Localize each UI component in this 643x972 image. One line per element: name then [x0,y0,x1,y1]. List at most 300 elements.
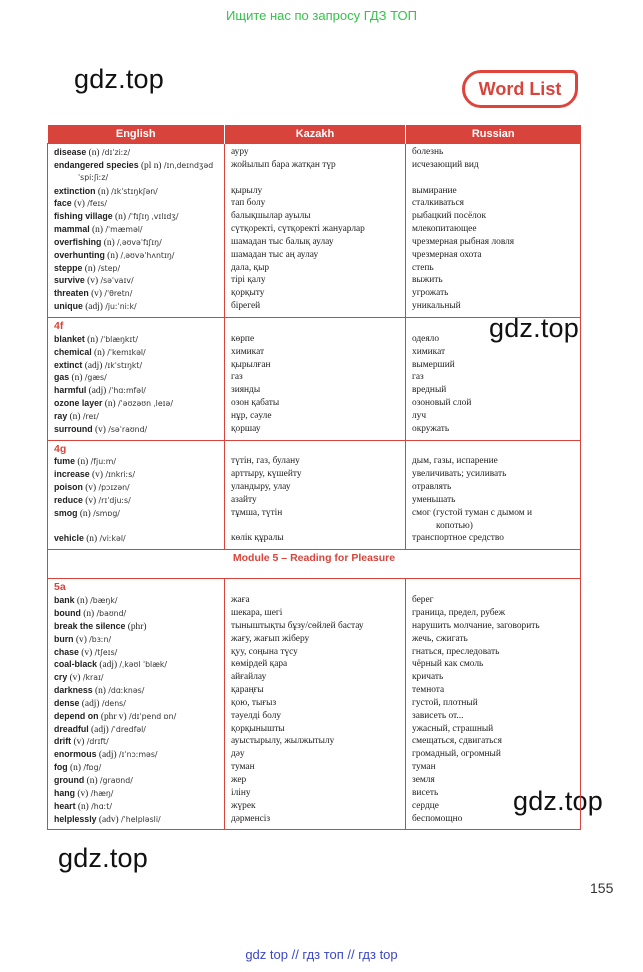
kazakh-entry: бірегей [231,301,261,312]
headword: steppe [54,262,83,273]
kazakh-entry: жойылып бара жатқан түр [231,159,336,170]
english-entry [54,620,218,633]
russian-entry: озоновый слой [412,398,472,409]
headword: bank [54,595,75,606]
spacer [412,581,574,594]
transcription: /ɪnˌdeɪndʒəd [163,160,214,170]
part-of-speech: (adj) [84,360,103,371]
english-entry [54,494,218,507]
kazakh-entry: тірі қалу [231,275,266,286]
bottom-promo-link[interactable]: gdz top // гдз топ // гдз top [245,947,398,962]
transcription: /ˈhɑːmfəl/ [108,386,146,396]
english-entry [54,423,218,436]
kazakh-entry: нұр, сәуле [231,410,272,421]
part-of-speech: (v) [87,276,99,287]
part-of-speech: (n) [104,399,116,410]
kazakh-entry: дала, қыр [231,262,270,273]
headword: hang [54,787,76,798]
kazakh-entry: уландыру, улау [231,482,291,493]
transcription: /viːkəl/ [99,534,126,544]
spacer [412,443,574,456]
russian-entry: густой, плотный [412,697,478,708]
english-entry [54,607,218,620]
word-list-badge: Word List [462,70,578,108]
headword: surround [54,423,93,434]
kazakh-entry: шекара, шегі [231,608,283,618]
part-of-speech: (n) [84,263,96,274]
english-entry [54,300,218,313]
headword: coal-black [54,659,98,670]
part-of-speech: (n) [77,801,89,812]
part-of-speech: (n) [77,457,89,468]
part-of-speech: (n) [87,334,99,345]
kazakh-entry: сүтқоректі, сүтқоректі жануарлар [231,224,365,235]
watermark-right-upper: gdz.top [489,313,579,343]
russian-entry: окружать [412,423,450,434]
headword: threaten [54,288,89,299]
transcription: /smɒg/ [93,508,120,518]
kazakh-entry: ауыстырылу, жылжытылу [231,736,335,747]
spacer [231,520,399,533]
part-of-speech: (phr) [127,621,147,632]
english-entry [54,800,218,813]
russian-entry: чрезмерная охота [412,249,482,260]
part-of-speech: (v) [75,634,87,645]
transcription: /fjuːm/ [90,457,116,467]
kazakh-entry: түтін, газ, булану [231,456,300,467]
kazakh-entry: көмірдей қара [231,659,288,670]
kazakh-entry: озон қабаты [231,398,280,409]
transcription: /ˈhelpləsli/ [121,814,161,824]
part-of-speech: (n) [107,250,119,261]
part-of-speech: (adj) [81,698,100,709]
headword: helplessly [54,813,97,824]
header-russian: Russian [406,125,581,144]
part-of-speech: (v) [94,424,106,435]
kazakh-entry: азайту [231,494,257,505]
part-of-speech: (n) [69,411,81,422]
headword: mammal [54,224,90,235]
transcription: /ˌkəʊl ˈblæk/ [119,660,168,670]
header-english: English [48,125,225,144]
page-number: 155 [590,880,614,896]
english-entry [54,481,218,494]
kazakh-entry: шамадан тыс аң аулау [231,249,319,260]
part-of-speech: (v) [85,495,97,506]
headword: smog [54,507,78,518]
kazakh-entry: тап болу [231,198,266,209]
russian-entry: вредный [412,385,447,396]
headword: survive [54,275,85,286]
kazakh-entry: газ [231,372,243,383]
headword: ground [54,774,85,785]
watermark-top-left: gdz.top [74,64,164,94]
russian-cell [406,144,581,318]
headword: extinction [54,185,96,196]
part-of-speech: (adj) [88,386,107,397]
kazakh-entry: шамадан тыс балық аулау [231,236,334,247]
spacer [231,320,399,333]
russian-entry: угрожать [412,288,449,299]
kazakh-entry: жаға [231,595,250,606]
module-heading-row [48,550,581,579]
english-entry [54,410,218,423]
kazakh-entry: дәрменсіз [231,813,271,824]
english-entry [54,735,218,748]
part-of-speech: (n) [94,686,106,697]
kazakh-entry: қорқынышты [231,723,285,734]
headword: enormous [54,749,97,760]
russian-entry: уникальный [412,301,461,312]
transcription: /ˌəʊvəˈfɪʃɪŋ/ [117,237,162,247]
russian-entry: чрезмерная рыбная ловля [412,236,515,247]
english-entry [54,287,218,300]
spacer [412,320,574,333]
transcription: /ɪˈnɔːməs/ [118,750,158,760]
kazakh-entry: қуу, соңына түсу [231,646,298,657]
headword: overhunting [54,249,105,260]
english-entry [54,671,218,684]
transcription: /rɪˈdjuːs/ [98,495,131,505]
english-entry [54,646,218,659]
transcription: /tʃeɪs/ [94,647,118,657]
russian-entry: земля [412,774,435,785]
transcription: /bɜːn/ [89,634,112,644]
headword: blanket [54,333,85,344]
english-entry [54,813,218,826]
english-entry [54,787,218,800]
part-of-speech: (pl n) [140,160,162,171]
russian-entry: уменьшать [412,494,456,505]
russian-entry: млекопитающее [412,224,477,235]
kazakh-entry: қырылған [231,359,271,370]
kazakh-cell [225,579,406,830]
russian-entry: рыбацкий посёлок [412,211,487,222]
headword: depend on [54,710,99,721]
transcription: /ɪkˈstɪŋkʃən/ [111,186,158,196]
english-entry [54,723,218,736]
transcription: /hæŋ/ [90,788,114,798]
headword: fishing village [54,211,113,222]
transcription: /ˌəʊvəˈhʌntɪŋ/ [120,250,175,260]
headword: heart [54,800,76,811]
headword: extinct [54,359,83,370]
part-of-speech: (phr v) [100,711,127,722]
russian-entry-cont: копотью) [436,520,473,531]
headword: increase [54,469,90,480]
russian-entry: луч [412,410,427,421]
russian-entry: вымерший [412,359,455,370]
headword: vehicle [54,533,84,544]
headword: fog [54,762,68,773]
transcription: /ˈəʊzəʊn ˌleɪə/ [118,399,173,409]
part-of-speech: (n) [92,225,103,236]
english-entry [54,384,218,397]
russian-entry: газ [412,372,424,383]
english-entry [54,697,218,710]
english-entry [54,249,218,262]
english-entry [54,197,218,210]
kazakh-cell [225,317,406,440]
headword: face [54,198,72,209]
russian-entry: ужасный, страшный [412,723,494,734]
headword: chase [54,646,79,657]
transcription: /ɪkˈstɪŋkt/ [104,360,143,370]
transcription: /dens/ [101,698,126,708]
russian-cell [406,317,581,440]
transcription-cont: ˈspiːʃiːz/ [78,172,109,182]
part-of-speech: (adj) [91,724,109,735]
english-entry [54,468,218,481]
headword: fume [54,456,76,467]
headword: darkness [54,685,93,696]
part-of-speech: (n) [86,775,98,786]
part-of-speech: (n) [103,237,115,248]
kazakh-entry: қорқыту [231,288,265,299]
russian-entry: смещаться, сдвигаться [412,736,502,747]
kazakh-entry: көрпе [231,333,255,344]
english-entry [54,684,218,697]
english-entry [54,710,218,723]
russian-entry: кричать [412,672,444,683]
transcription: /dɪˈpend ɒn/ [128,711,177,721]
english-cell [48,579,225,830]
russian-entry: сталкиваться [412,198,464,209]
spacer [231,581,399,594]
headword: burn [54,633,74,644]
transcription: /reɪ/ [82,411,99,421]
part-of-speech: (adv) [98,814,119,825]
word-list-table [47,125,581,830]
transcription: /ˈdredfəl/ [111,724,146,734]
part-of-speech: (adj) [99,660,118,671]
headword: break the silence [54,620,126,631]
section-label: 5a [54,581,66,594]
transcription: /ˈkemɪkəl/ [107,347,146,357]
russian-entry: сердце [412,800,439,811]
table-header-row [48,125,581,144]
english-entry [54,146,218,159]
section-label: 4f [54,319,64,332]
transcription: /pɔɪzən/ [98,483,130,493]
kazakh-entry: балықшылар ауылы [231,211,311,222]
section-row-4g [48,440,581,550]
russian-entry: степь [412,262,434,273]
part-of-speech: (n) [88,148,100,158]
kazakh-entry: тыныштықты бұзу/сөйлей бастау [231,620,364,631]
part-of-speech: (adj) [98,750,117,761]
english-entry [54,210,218,223]
english-entry [54,346,218,359]
part-of-speech: (v) [81,647,93,658]
russian-entry: гнаться, преследовать [412,646,500,657]
english-entry [54,159,218,172]
russian-cell [406,440,581,550]
transcription: /juːˈniːk/ [105,302,137,312]
russian-entry: дым, газы, испарение [412,456,498,467]
part-of-speech: (n) [97,186,109,197]
watermark-bottom-left: gdz.top [58,843,148,873]
kazakh-entry: дәу [231,749,245,760]
kazakh-entry: туман [231,762,255,773]
watermark-right-lower: gdz.top [513,786,603,816]
headword: drift [54,736,72,747]
english-cell [48,317,225,440]
russian-entry: нарушить молчание, заговорить [412,620,540,631]
english-entry [54,658,218,671]
russian-entry: громадный, огромный [412,749,501,760]
transcription: /ˈfɪʃɪŋ ˌvɪlɪdʒ/ [128,212,179,222]
russian-entry: отравлять [412,482,452,493]
transcription: /hɑːt/ [91,801,112,811]
english-entry [54,236,218,249]
spacer [231,172,399,185]
russian-entry: темнота [412,685,445,696]
transcription: /ˈmæməl/ [105,225,143,235]
headword: ozone layer [54,398,103,409]
headword: poison [54,482,83,493]
transcription: /baʊnd/ [96,609,127,618]
part-of-speech: (n) [76,596,88,607]
russian-entry: вымирание [412,185,457,196]
english-entry [54,371,218,384]
english-entry [54,223,218,236]
part-of-speech: (v) [77,788,89,799]
english-entry [54,333,218,346]
kazakh-entry: арттыру, күшейту [231,469,302,480]
russian-entry: транспортное средство [412,533,504,544]
russian-entry: болезнь [412,147,444,157]
headword: cry [54,672,68,683]
section-row-5a [48,579,581,830]
headword: ray [54,410,68,421]
headword: dense [54,697,80,708]
english-entry [54,359,218,372]
russian-entry: жечь, сжигать [412,633,468,644]
transcription: /feɪs/ [87,199,107,209]
russian-entry: висеть [412,787,439,798]
russian-cell [406,579,581,830]
transcription: /ˈθretn/ [104,289,133,299]
english-entry-cont [54,520,218,533]
english-cell [48,440,225,550]
part-of-speech: (v) [85,483,97,494]
english-entry [54,774,218,787]
part-of-speech: (n) [94,347,105,358]
part-of-speech: (v) [92,470,103,481]
transcription: /drɪft/ [86,737,109,747]
section-row-4f [48,317,581,440]
kazakh-entry: тәуелді болу [231,710,282,721]
kazakh-entry: айғайлау [231,672,267,683]
russian-entry: химикат [412,346,446,357]
english-entry [54,397,218,410]
russian-entry: чёрный как смоль [412,659,484,670]
transcription: /gæs/ [84,373,107,383]
headword: chemical [54,346,92,357]
russian-entry: выжить [412,275,443,286]
transcription: /ˈblæŋkɪt/ [100,334,139,344]
english-entry [54,507,218,520]
header-kazakh: Kazakh [225,125,406,144]
english-entry [54,455,218,468]
headword: dreadful [54,723,89,734]
russian-entry: туман [412,762,436,773]
part-of-speech: (v) [69,673,81,684]
kazakh-entry: жүрек [231,800,256,811]
transcription: /fɒg/ [83,763,102,773]
transcription: /bæŋk/ [90,596,118,606]
english-entry-cont [54,172,218,185]
russian-entry: смог (густой туман с дымом и [412,507,533,518]
part-of-speech: (n) [115,212,126,223]
kazakh-entry: жағу, жағып жіберу [231,633,310,644]
headword: unique [54,301,83,312]
kazakh-entry: іліну [231,787,251,798]
kazakh-entry: қараңғы [231,685,264,696]
kazakh-entry: қырылу [231,185,263,196]
kazakh-entry: қою, тығыз [231,697,277,708]
spacer [412,172,574,185]
section-row-intro [48,144,581,318]
part-of-speech: (v) [73,199,85,210]
english-entry [54,761,218,774]
russian-entry: увеличивать; усиливать [412,469,507,480]
top-promo-link[interactable]: Ищите нас по запросу ГДЗ ТОП [226,8,417,23]
part-of-speech: (n) [79,508,91,519]
part-of-speech: (v) [91,289,102,300]
part-of-speech: (adj) [85,302,103,313]
headword: harmful [54,385,87,396]
spacer [231,443,399,456]
english-entry [54,633,218,646]
russian-entry: одеяло [412,333,440,344]
part-of-speech: (n) [71,373,83,384]
russian-entry: граница, предел, рубеж [412,608,506,618]
english-entry [54,185,218,198]
transcription: /dɑːknəs/ [108,686,145,696]
headword: bound [54,608,81,618]
english-cell [48,144,225,318]
transcription: /graʊnd/ [99,775,133,785]
russian-entry: исчезающий вид [412,159,479,170]
part-of-speech: (v) [73,737,85,748]
english-entry [54,262,218,275]
headword: overfishing [54,236,102,247]
kazakh-entry: жер [231,774,247,785]
kazakh-entry: зиянды [231,385,261,396]
kazakh-entry: қоршау [231,423,261,434]
part-of-speech: (n) [70,763,81,774]
kazakh-entry: ауру [231,147,249,157]
part-of-speech: (n) [83,609,95,619]
kazakh-entry: химикат [231,346,265,357]
kazakh-cell [225,144,406,318]
transcription: /dɪˈziːz/ [101,148,131,157]
kazakh-entry: тұмша, түтін [231,507,283,518]
russian-entry: берег [412,595,434,606]
english-entry [54,594,218,607]
part-of-speech: (n) [86,534,98,545]
headword: disease [54,147,87,157]
headword: gas [54,372,70,383]
transcription: /səˈraʊnd/ [108,424,148,434]
kazakh-cell [225,440,406,550]
section-label: 4g [54,442,67,455]
russian-entry: беспомощно [412,813,463,824]
transcription: /step/ [97,263,121,273]
english-entry [54,274,218,287]
